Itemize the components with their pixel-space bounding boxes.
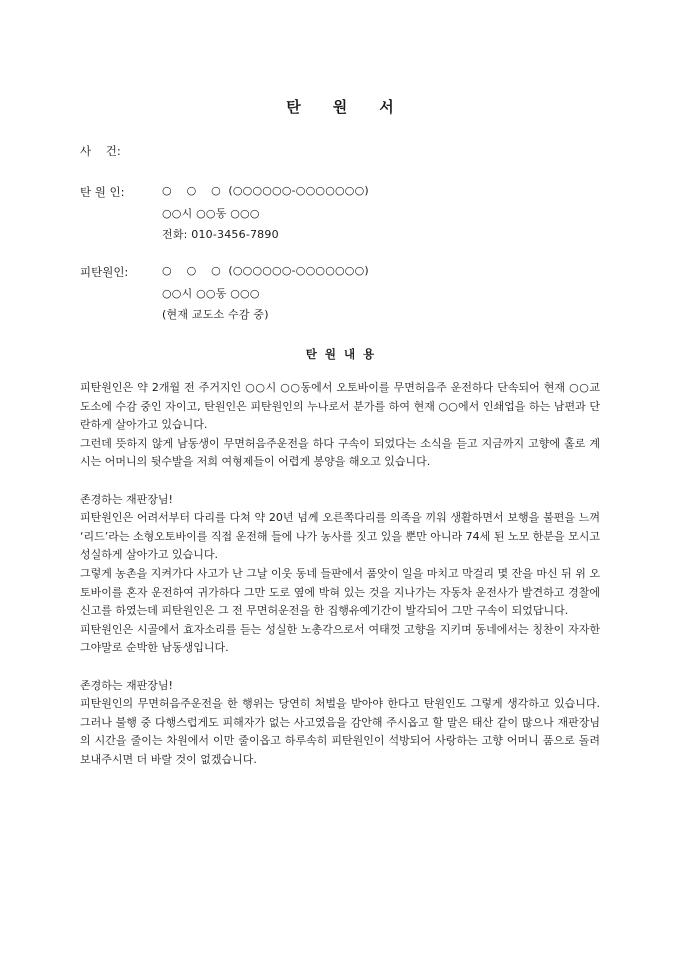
paragraph: 그런데 뜻하지 않게 남동생이 무면허음주운전을 하다 구속이 되었다는 소식을 듣고 지금까지 고향에 홀로 계시는 어머니의 뒷수발을 저희 여형제들이 어렵게 봉양을 해오고 있습니다. — [80, 436, 600, 469]
section-char: 내 — [344, 347, 356, 361]
salutation: 존경하는 재판장님! — [80, 492, 173, 506]
paragraph: 그렇게 농촌을 지켜가다 사고가 난 그날 이웃 동네 들판에서 품앗이 일을 마치고 막걸리 몇 잔을 마신 뒤 위 오토바이를 혼자 운전하여 귀가하다 그만 도로 옆에 박혀 있는 것을 지나가는 자동차 운전사가 발견하고 경찰에 신고를 하였는데 피탄원인은 그 전 무면허운전을 한 집행유예기간이 발각되어 그만 구속이 되었답니다. — [80, 566, 600, 618]
case-label: 사 건: — [80, 144, 121, 158]
document-title — [0, 96, 680, 117]
paragraph: 피탄원인은 약 2개월 전 주거지인 ○○시 ○○동에서 오토바이를 무면허음주 운전하다 단속되어 현재 ○○교도소에 수감 중인 자이고, 탄원인은 피탄원인의 누나로서 분가를 하여 현재 ○○에서 인쇄업을 하는 남편과 단란하게 살아가고 있습니다. — [80, 381, 600, 432]
defendant-status: (현재 교도소 수감 중) — [162, 308, 269, 321]
petitioner-label: 탄 원 인: — [80, 185, 125, 199]
title-char: 탄 — [286, 98, 301, 116]
paragraph: 피탄원인은 어려서부터 다리를 다쳐 약 20년 넘께 오른쪽다리를 의족을 끼워 생활하면서 보행을 불편을 느껴 ‘리드’라는 소형오토바이를 직접 운전해 들에 나가 농사를 짓고 있을 뿐만 아니라 74세 된 노모 한분을 모시고 성실하게 살아가고 있습니다. — [80, 511, 600, 562]
title-char: 서 — [379, 98, 394, 116]
paragraph: 피탄원인은 시골에서 효자소리를 듣는 성실한 노총각으로서 여태껏 고향을 지키며 동네에서는 칭찬이 자자한 그야말로 순박한 남동생입니다. — [80, 622, 600, 655]
defendant-name-id: ○ ○ ○ (○○○○○○-○○○○○○○) — [162, 264, 369, 277]
section-char: 용 — [363, 347, 375, 361]
paragraph: 피탄원인의 무면허음주운전을 한 행위는 당연히 처벌을 받아야 한다고 탄원인도 그렇게 생각하고 있습니다. 그러나 불행 중 다행스럽게도 피해자가 없는 사고였음을 감안해 주시옵고 할 말은 태산 같이 많으나 재판장님의 시간을 줄이는 차원에서 이만 줄이옵고 하루속히 피탄원인이 석방되어 사랑하는 고향 어머니 품으로 돌려 보내주시면 더 바랄 것이 없겠습니다. — [80, 697, 600, 766]
defendant-address: ○○시 ○○동 ○○○ — [162, 287, 260, 300]
salutation: 존경하는 재판장님! — [80, 678, 173, 692]
title-char: 원 — [332, 98, 348, 116]
petition-body — [80, 379, 600, 769]
section-char: 원 — [324, 347, 336, 361]
section-char: 탄 — [305, 347, 317, 361]
petitioner-name-id: ○ ○ ○ (○○○○○○-○○○○○○○) — [162, 184, 369, 197]
petitioner-phone: 전화: 010-3456-7890 — [162, 228, 279, 241]
defendant-label: 피탄원인: — [80, 265, 129, 279]
petitioner-address: ○○시 ○○동 ○○○ — [162, 207, 260, 220]
section-title — [0, 346, 680, 362]
